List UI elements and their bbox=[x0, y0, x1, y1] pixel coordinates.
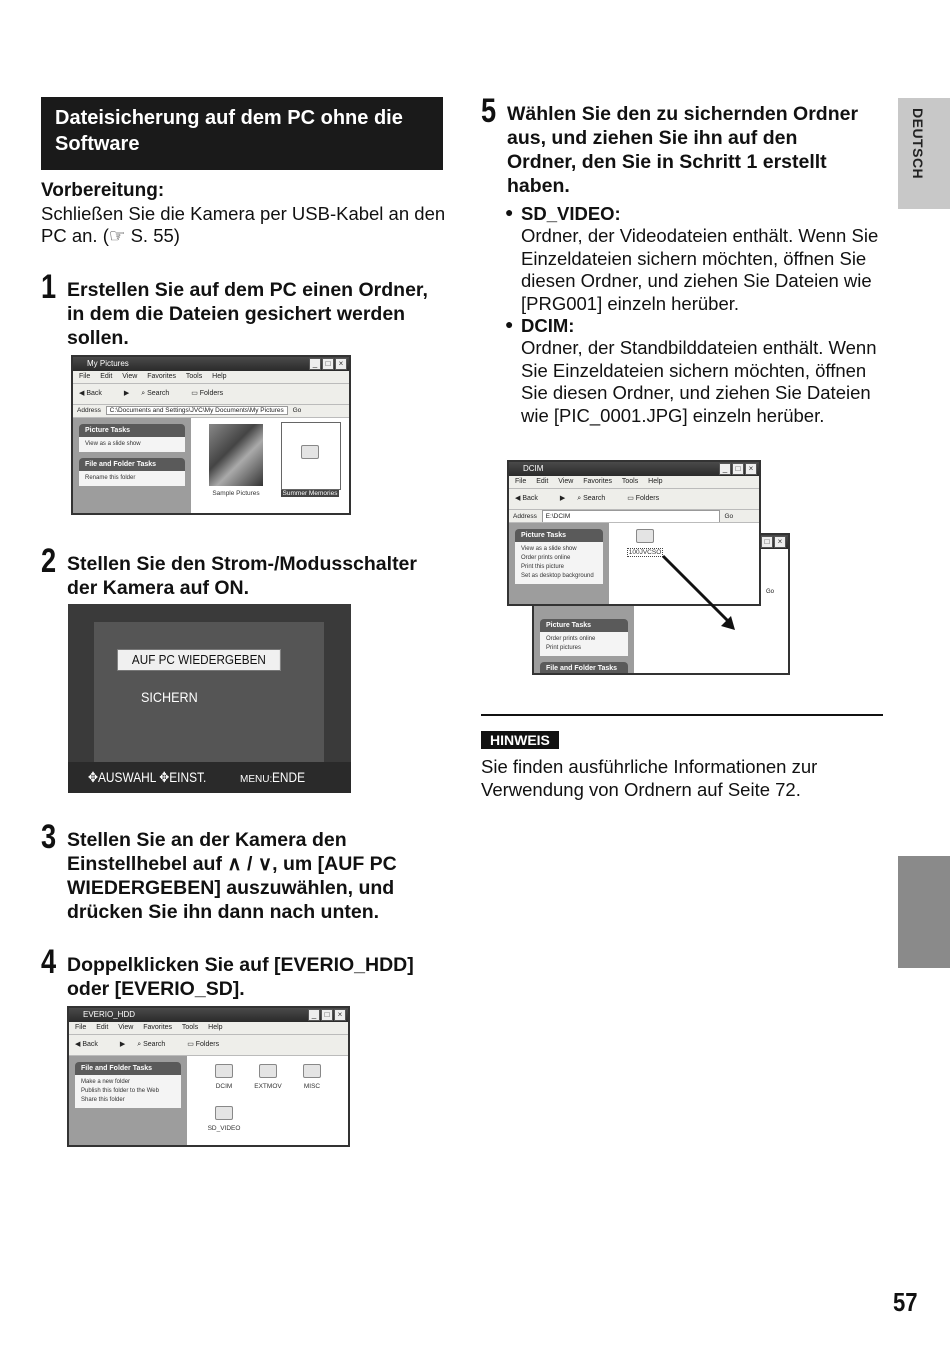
maximize-icon[interactable]: □ bbox=[732, 463, 744, 475]
step-number: 3 bbox=[41, 818, 57, 856]
menu-label: MENU: bbox=[240, 774, 273, 785]
minimize-icon[interactable]: _ bbox=[308, 1009, 320, 1021]
back-go-button[interactable]: Go bbox=[766, 589, 775, 595]
task-pane bbox=[69, 1056, 187, 1145]
gray-tab bbox=[898, 856, 950, 968]
menu-item-sichern[interactable]: SICHERN bbox=[141, 689, 198, 705]
task-list bbox=[540, 632, 628, 656]
window-titlebar bbox=[73, 357, 349, 371]
nav-set: EINST. bbox=[169, 769, 207, 785]
task-list bbox=[75, 1075, 181, 1108]
toolbar bbox=[73, 384, 349, 405]
window-title: DCIM bbox=[523, 464, 544, 473]
menu-tools[interactable]: Tools bbox=[621, 478, 639, 485]
task-pane bbox=[509, 523, 609, 605]
folder-icon bbox=[303, 1064, 321, 1078]
menu-favorites[interactable]: Favorites bbox=[143, 1024, 173, 1031]
menu-favorites[interactable]: Favorites bbox=[147, 373, 177, 380]
folders-button[interactable]: ▭ Folders bbox=[187, 1041, 220, 1048]
set-background-link[interactable]: Set as desktop background bbox=[521, 573, 594, 579]
window-body bbox=[69, 1056, 348, 1145]
maximize-icon[interactable]: □ bbox=[761, 536, 773, 548]
forward-icon[interactable]: ▶ bbox=[559, 495, 566, 502]
step-text: Stellen Sie den Strom-/Modusschalter der Kamera auf ON. bbox=[67, 553, 417, 599]
search-button[interactable]: ⌕ Search bbox=[141, 390, 170, 397]
folder-dcim[interactable]: DCIM bbox=[209, 1064, 239, 1090]
file-folder-tasks-header[interactable]: File and Folder Tasks bbox=[540, 662, 628, 675]
bullet-title: DCIM: bbox=[521, 315, 575, 336]
joystick-icon: ✥ bbox=[88, 769, 98, 785]
nav-select: AUSWAHL bbox=[97, 769, 156, 785]
folder-icon bbox=[215, 1106, 233, 1120]
menu-file[interactable]: File bbox=[79, 373, 91, 380]
hinweis-label: HINWEIS bbox=[481, 731, 559, 749]
step-text: Erstellen Sie auf dem PC einen Ordner, in dem die Dateien gesichert werden sollen. bbox=[67, 279, 428, 349]
task-pane bbox=[73, 418, 191, 514]
go-button[interactable]: Go bbox=[724, 513, 734, 520]
step-number: 1 bbox=[41, 268, 57, 306]
page-number: 57 bbox=[893, 1287, 918, 1317]
menu-edit[interactable]: Edit bbox=[536, 478, 549, 485]
folders-button[interactable]: ▭ Folders bbox=[627, 495, 660, 502]
picture-tasks-header[interactable]: Picture Tasks bbox=[79, 424, 185, 437]
camera-nav-bar bbox=[68, 762, 351, 793]
step-number: 2 bbox=[41, 542, 57, 580]
menu-view[interactable]: View bbox=[118, 1024, 134, 1031]
address-bar bbox=[509, 510, 759, 523]
menu-view[interactable]: View bbox=[122, 373, 138, 380]
folder-extmov[interactable]: EXTMOV bbox=[251, 1064, 285, 1090]
summer-memories-label: Summer Memories bbox=[282, 490, 338, 497]
back-button[interactable]: ◀ Back bbox=[79, 390, 102, 397]
search-button[interactable]: ⌕ Search bbox=[137, 1041, 166, 1048]
window-titlebar bbox=[509, 462, 759, 476]
folders-button[interactable]: ▭ Folders bbox=[191, 390, 224, 397]
bullet-icon: ● bbox=[505, 204, 514, 220]
hinweis-text: Sie finden ausführliche Informationen zur Verwendung von Ordnern auf Seite 72. bbox=[481, 756, 818, 800]
folder-100jvcso[interactable]: 100JVCSO bbox=[627, 529, 663, 557]
address-label: Address bbox=[513, 513, 537, 520]
folder-sd-video[interactable]: SD_VIDEO bbox=[205, 1106, 243, 1132]
folder-icon bbox=[636, 529, 654, 543]
make-folder-link[interactable]: Make a new folder bbox=[81, 1079, 131, 1085]
close-icon[interactable]: × bbox=[334, 1009, 346, 1021]
file-folder-tasks-header[interactable]: File and Folder Tasks bbox=[75, 1062, 181, 1075]
menu-tools[interactable]: Tools bbox=[185, 373, 203, 380]
section-title: Dateisicherung auf dem PC ohne die Software bbox=[41, 97, 443, 170]
camera-screen bbox=[68, 604, 351, 793]
bullet-text: Ordner, der Videodateien enthält. Wenn Sie Einzeldateien sichern möchten, öffnen Sie diesen Ordner, und ziehen Sie Dateien wie [PRG001] einzeln herüber. bbox=[521, 225, 879, 314]
window-title: EVERIO_HDD bbox=[83, 1010, 136, 1019]
sample-pictures-folder[interactable] bbox=[209, 424, 263, 486]
camera-screen-inner bbox=[94, 622, 324, 762]
menu-view[interactable]: View bbox=[558, 478, 574, 485]
drag-arrow-icon bbox=[655, 550, 745, 640]
share-folder-link[interactable]: Share this folder bbox=[81, 1097, 125, 1103]
back-button[interactable]: ◀ Back bbox=[75, 1041, 98, 1048]
rename-folder-link[interactable]: Rename this folder bbox=[79, 471, 185, 486]
minimize-icon[interactable]: _ bbox=[719, 463, 731, 475]
toolbar bbox=[509, 489, 759, 510]
folder-icon bbox=[259, 1064, 277, 1078]
window-title: My Pictures bbox=[87, 359, 129, 368]
divider bbox=[481, 714, 883, 716]
menu-edit[interactable]: Edit bbox=[96, 1024, 109, 1031]
close-icon[interactable]: × bbox=[745, 463, 757, 475]
menu-bar bbox=[509, 476, 759, 489]
toolbar bbox=[69, 1035, 348, 1056]
sample-pictures-label: Sample Pictures bbox=[212, 490, 260, 497]
everio-hdd-window bbox=[67, 1006, 350, 1147]
forward-icon[interactable]: ▶ bbox=[123, 390, 130, 397]
slideshow-link[interactable]: View as a slide show bbox=[521, 546, 577, 552]
bullet-title: SD_VIDEO: bbox=[521, 203, 621, 224]
menu-action: ENDE bbox=[272, 769, 306, 785]
language-tab bbox=[898, 98, 950, 209]
folder-icon bbox=[215, 1064, 233, 1078]
step-number: 4 bbox=[41, 943, 57, 981]
window-body bbox=[73, 418, 349, 514]
address-input[interactable]: C:\Documents and Settings\JVC\My Documents\My Pictures bbox=[106, 406, 288, 415]
step-number: 5 bbox=[481, 92, 497, 130]
prep-text: Schließen Sie die Kamera per USB-Kabel an den PC an. (☞ S. 55) bbox=[41, 203, 446, 246]
summer-memories-folder[interactable] bbox=[281, 422, 341, 490]
step-text: Doppelklicken Sie auf [EVERIO_HDD] oder [EVERIO_SD]. bbox=[67, 954, 414, 1000]
picture-tasks-header[interactable]: Picture Tasks bbox=[540, 619, 628, 632]
step-text: Stellen Sie an der Kamera den Einstellhebel auf ∧ / ∨, um [AUF PC WIEDERGEBEN] auszuwählen, und drücken Sie ihn dann nach unten. bbox=[67, 829, 397, 923]
prep-title: Vorbereitung: bbox=[41, 180, 165, 201]
maximize-icon[interactable]: □ bbox=[321, 1009, 333, 1021]
bullet-text: Ordner, der Standbilddateien enthält. Wenn Sie Einzeldateien sichern möchten, öffnen Sie diesen Ordner, und ziehen Sie Dateien wie [PIC_0001.JPG] einzeln herüber. bbox=[521, 337, 877, 426]
file-folder-tasks-header[interactable]: File and Folder Tasks bbox=[79, 458, 185, 471]
close-icon[interactable]: × bbox=[335, 358, 347, 370]
view-slideshow-link[interactable]: View as a slide show bbox=[79, 437, 185, 452]
close-icon[interactable]: × bbox=[774, 536, 786, 548]
task-list bbox=[515, 542, 603, 584]
menu-help[interactable]: Help bbox=[212, 373, 227, 380]
address-label: Address bbox=[77, 407, 101, 414]
go-button[interactable]: Go bbox=[292, 407, 302, 414]
menu-bar bbox=[69, 1022, 348, 1035]
minimize-icon[interactable]: _ bbox=[309, 358, 321, 370]
publish-folder-link[interactable]: Publish this folder to the Web bbox=[81, 1088, 159, 1094]
menu-edit[interactable]: Edit bbox=[100, 373, 113, 380]
menu-favorites[interactable]: Favorites bbox=[583, 478, 613, 485]
menu-help[interactable]: Help bbox=[208, 1024, 223, 1031]
my-pictures-window bbox=[71, 355, 351, 515]
menu-item-selected[interactable]: AUF PC WIEDERGEBEN bbox=[117, 649, 281, 671]
step-text: Wählen Sie den zu sichernden Ordner aus, und ziehen Sie ihn auf den Ordner, den Sie in Schritt 1 erstellt haben. bbox=[507, 103, 859, 197]
menu-tools[interactable]: Tools bbox=[181, 1024, 199, 1031]
folder-icon bbox=[301, 445, 319, 459]
address-input[interactable]: E:\DCIM bbox=[542, 510, 720, 523]
folder-misc[interactable]: MISC bbox=[297, 1064, 327, 1090]
menu-file[interactable]: File bbox=[75, 1024, 87, 1031]
language-tab-label: DEUTSCH bbox=[910, 108, 926, 180]
search-button[interactable]: ⌕ Search bbox=[577, 495, 606, 502]
menu-bar bbox=[73, 371, 349, 384]
order-prints-link[interactable]: Order prints online bbox=[546, 636, 596, 642]
maximize-icon[interactable]: □ bbox=[322, 358, 334, 370]
menu-help[interactable]: Help bbox=[648, 478, 663, 485]
picture-tasks-header[interactable]: Picture Tasks bbox=[515, 529, 603, 542]
print-pictures-link[interactable]: Print pictures bbox=[546, 645, 582, 651]
window-titlebar bbox=[69, 1008, 348, 1022]
back-button[interactable]: ◀ Back bbox=[515, 495, 538, 502]
menu-file[interactable]: File bbox=[515, 478, 527, 485]
order-prints-link[interactable]: Order prints online bbox=[521, 555, 571, 561]
forward-icon[interactable]: ▶ bbox=[119, 1041, 126, 1048]
address-bar bbox=[73, 405, 349, 418]
joystick-icon: ✥ bbox=[159, 769, 170, 785]
print-picture-link[interactable]: Print this picture bbox=[521, 564, 565, 570]
bullet-icon: ● bbox=[505, 316, 514, 332]
